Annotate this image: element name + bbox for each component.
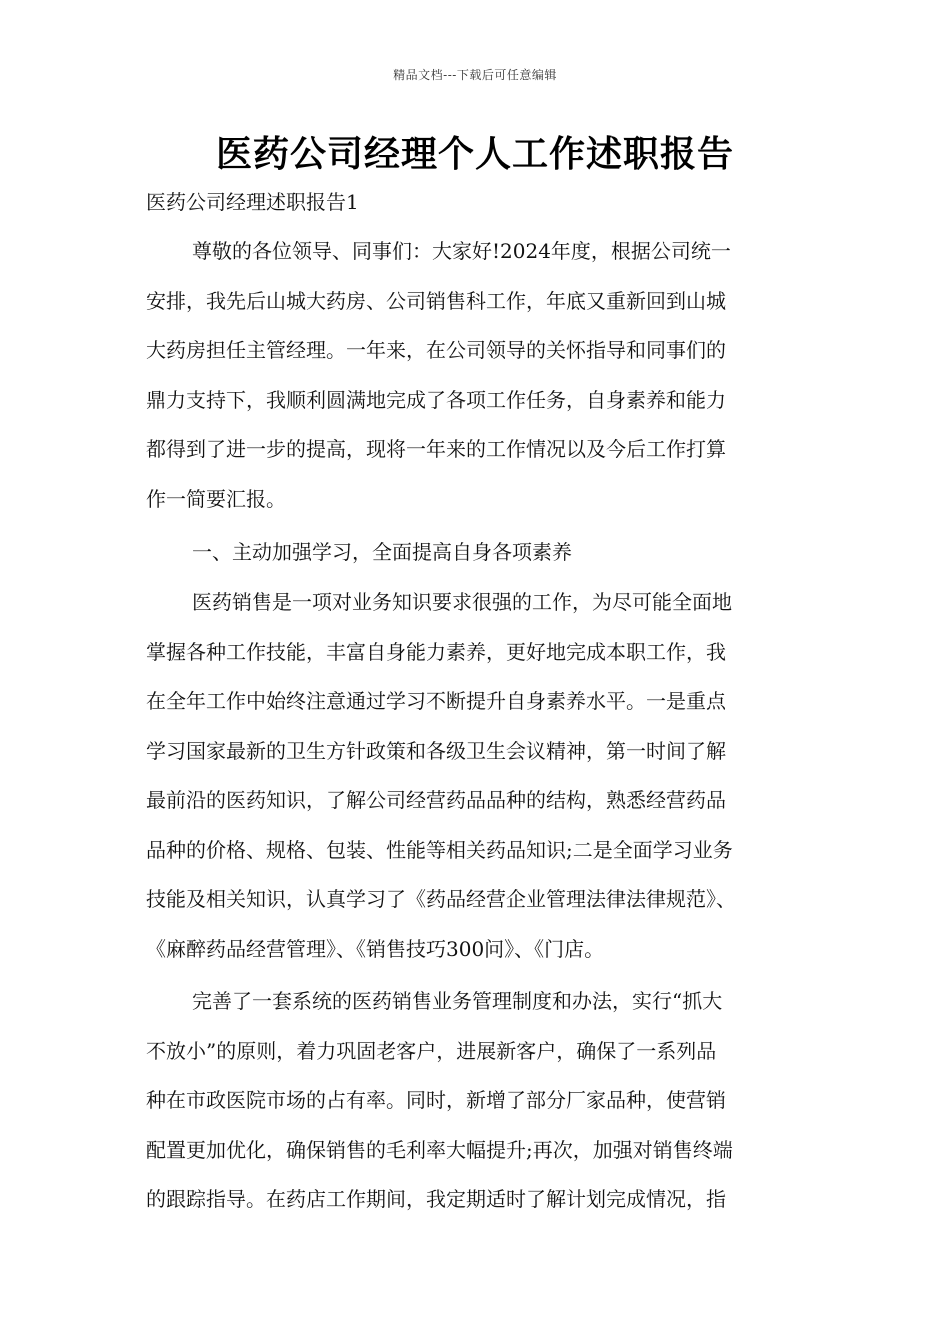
- text-line: 掌握各种工作技能，丰富自身能力素养，更好地完成本职工作，我: [146, 639, 726, 664]
- document-title: 医药公司经理个人工作述职报告: [215, 133, 734, 175]
- paragraph-greeting: [146, 227, 808, 524]
- text-line: 在全年工作中始终注意通过学习不断提升自身素养水平。一是重点: [146, 689, 726, 713]
- text-line: 医药销售是一项对业务知识要求很强的工作，为尽可能全面地: [192, 590, 732, 614]
- text-line: 大药房担任主管经理。一年来，在公司领导的关怀指导和同事们的: [146, 338, 726, 362]
- text-line: 尊敬的各位领导、同事们：大家好!2024年度，根据公司统一: [192, 239, 731, 263]
- text-line: 安排，我先后山城大药房、公司销售科工作，年底又重新回到山城: [146, 288, 726, 313]
- text-line: 《麻醉药品经营管理》、《销售技巧300问》、《门店。: [146, 936, 605, 961]
- document-subtitle: 医药公司经理述职报告1: [146, 190, 359, 214]
- text-line: 种在市政医院市场的占有率。同时，新增了部分厂家品种，使营销: [146, 1088, 726, 1112]
- paragraph-study: [146, 578, 808, 974]
- section-heading-1: [146, 528, 808, 578]
- section-heading-text: 一、主动加强学习，全面提高自身各项素养: [192, 540, 572, 564]
- text-line: 不放小”的原则，着力巩固老客户，进展新客户，确保了一系列品: [146, 1038, 717, 1063]
- text-line: 技能及相关知识，认真学习了《药品经营企业管理法律法律规范》、: [146, 887, 736, 911]
- text-line: 完善了一套系统的医药销售业务管理制度和办法，实行“抓大: [192, 989, 723, 1013]
- header-note: 精品文档---下载后可任意编辑: [393, 68, 557, 82]
- text-line: 都得到了进一步的提高，现将一年来的工作情况以及今后工作打算: [146, 437, 726, 461]
- text-line: 学习国家最新的卫生方针政策和各级卫生会议精神，第一时间了解: [146, 738, 726, 763]
- text-line: 的跟踪指导。在药店工作期间，我定期适时了解计划完成情况，指: [146, 1187, 726, 1211]
- text-line: 最前沿的医药知识，了解公司经营药品品种的结构，熟悉经营药品: [146, 788, 726, 812]
- paragraph-management: [146, 977, 808, 1225]
- text-line: 配置更加优化，确保销售的毛利率大幅提升;再次，加强对销售终端: [146, 1137, 733, 1162]
- text-line: 品种的价格、规格、包装、性能等相关药品知识;二是全面学习业务: [146, 837, 733, 862]
- text-line: 作一简要汇报。: [146, 486, 286, 511]
- text-line: 鼎力支持下，我顺利圆满地完成了各项工作任务，自身素养和能力: [146, 387, 726, 412]
